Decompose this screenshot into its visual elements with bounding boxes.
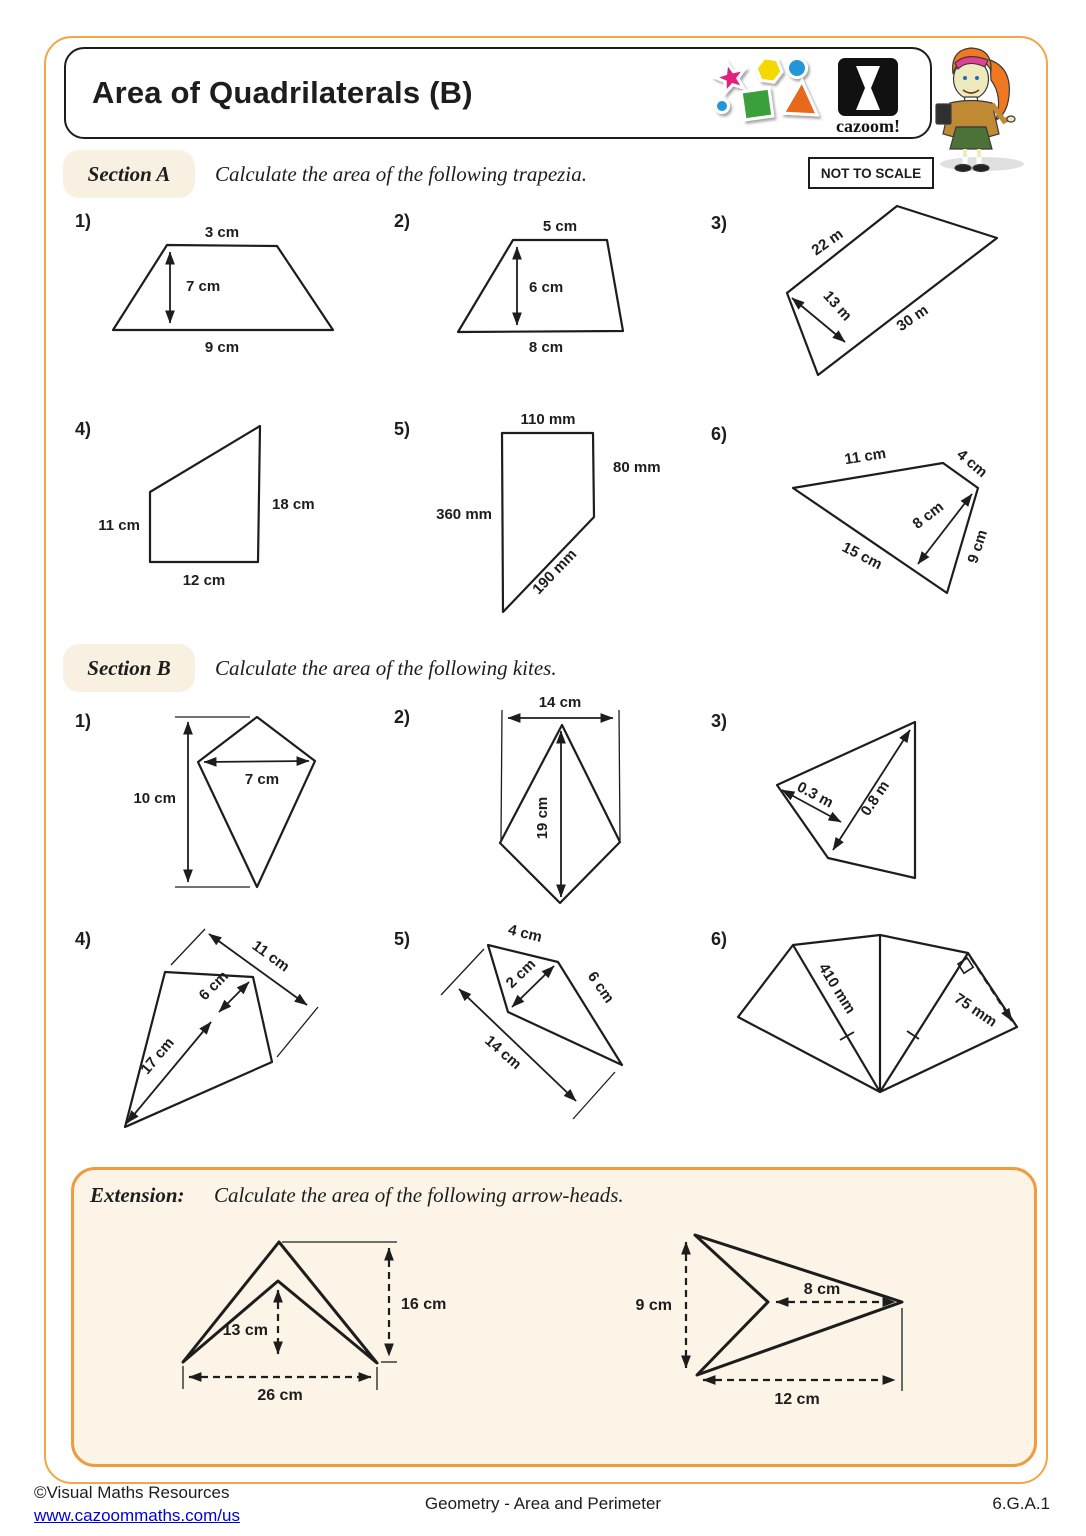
footer-copyright: ©Visual Maths Resources bbox=[34, 1483, 230, 1502]
dim-label: 360 mm bbox=[436, 506, 492, 523]
title-box bbox=[64, 47, 932, 139]
section-b-label: Section B bbox=[63, 644, 195, 692]
dim-label: 6 cm bbox=[583, 968, 618, 1007]
problem-number-b3: 3) bbox=[711, 711, 728, 731]
page-title: Area of Quadrilaterals (B) bbox=[92, 75, 473, 110]
dim-label: 2 cm bbox=[502, 955, 540, 992]
dim-label: 4 cm bbox=[953, 446, 991, 482]
dim-label: 8 cm bbox=[909, 498, 947, 533]
dim-label: 14 cm bbox=[538, 694, 582, 711]
dim-label: 13 m bbox=[819, 287, 856, 325]
dim-label: 9 cm bbox=[964, 527, 992, 566]
dim-label: 16 cm bbox=[401, 1296, 447, 1313]
section-a-instruction: Calculate the area of the following trapezia. bbox=[215, 161, 587, 186]
dim-label: 6 cm bbox=[195, 967, 232, 1004]
problem-number-a1: 1) bbox=[75, 211, 92, 231]
dim-label: 13 cm bbox=[222, 1322, 268, 1339]
problem-number-b5: 5) bbox=[394, 929, 411, 949]
extension-box bbox=[71, 1167, 1037, 1467]
problem-number-a5: 5) bbox=[394, 419, 411, 439]
footer-standard-code: 6.G.A.1 bbox=[992, 1494, 1050, 1513]
footer-link[interactable]: www.cazoommaths.com/us bbox=[34, 1506, 240, 1525]
dim-label: 80 mm bbox=[613, 459, 661, 476]
dim-label: 3 cm bbox=[204, 224, 240, 241]
dim-label: 11 cm bbox=[843, 444, 888, 469]
dim-label: 75 mm bbox=[951, 989, 1000, 1031]
dim-label: 18 cm bbox=[272, 496, 315, 513]
problem-number-b6: 6) bbox=[711, 929, 728, 949]
dim-label: 8 cm bbox=[528, 339, 564, 356]
dim-label: 30 m bbox=[893, 301, 932, 335]
problem-number-a6: 6) bbox=[711, 424, 728, 444]
dim-label: 9 cm bbox=[204, 339, 240, 356]
dim-label: 15 cm bbox=[839, 538, 885, 574]
dim-label: 11 cm bbox=[98, 517, 140, 534]
problem-number-b1: 1) bbox=[75, 711, 92, 731]
dim-label: 12 cm bbox=[774, 1391, 820, 1408]
dim-label: 22 m bbox=[808, 225, 847, 260]
dim-label: 7 cm bbox=[186, 278, 221, 295]
extension-instruction: Calculate the area of the following arrow-heads. bbox=[214, 1183, 624, 1207]
problem-number-b4: 4) bbox=[75, 929, 92, 949]
dim-label: 190 mm bbox=[529, 545, 581, 598]
footer-subject: Geometry - Area and Perimeter bbox=[424, 1494, 662, 1513]
not-to-scale-badge: NOT TO SCALE bbox=[808, 157, 934, 189]
dim-label: 10 cm bbox=[133, 790, 176, 807]
dim-label: 26 cm bbox=[257, 1387, 303, 1404]
dim-label: 0.8 m bbox=[857, 777, 894, 820]
dim-label: 4 cm bbox=[506, 921, 544, 947]
dim-label: 9 cm bbox=[635, 1297, 672, 1314]
problem-number-a3: 3) bbox=[711, 213, 728, 233]
section-a-label: Section A bbox=[63, 150, 195, 198]
dim-label: 12 cm bbox=[182, 572, 226, 589]
dim-label: 14 cm bbox=[481, 1032, 525, 1073]
dim-label: 6 cm bbox=[529, 279, 564, 296]
dim-label: 110 mm bbox=[520, 411, 576, 428]
dim-label: 5 cm bbox=[542, 218, 578, 235]
problem-number-a4: 4) bbox=[75, 419, 92, 439]
extension-label: Extension: bbox=[90, 1183, 185, 1207]
dim-label: 19 cm bbox=[534, 796, 551, 840]
dim-label: 8 cm bbox=[803, 1281, 841, 1298]
dim-label: 410 mm bbox=[814, 960, 859, 1017]
dim-label: 7 cm bbox=[244, 771, 280, 788]
problem-number-b2: 2) bbox=[394, 707, 411, 727]
cazoom-logo-text: cazoom! bbox=[836, 116, 900, 136]
dim-label: 0.3 m bbox=[794, 778, 837, 812]
problem-number-a2: 2) bbox=[394, 211, 411, 231]
dim-label: 11 cm bbox=[248, 937, 293, 976]
section-b-instruction: Calculate the area of the following kites. bbox=[215, 655, 557, 680]
dim-label: 17 cm bbox=[137, 1034, 178, 1078]
